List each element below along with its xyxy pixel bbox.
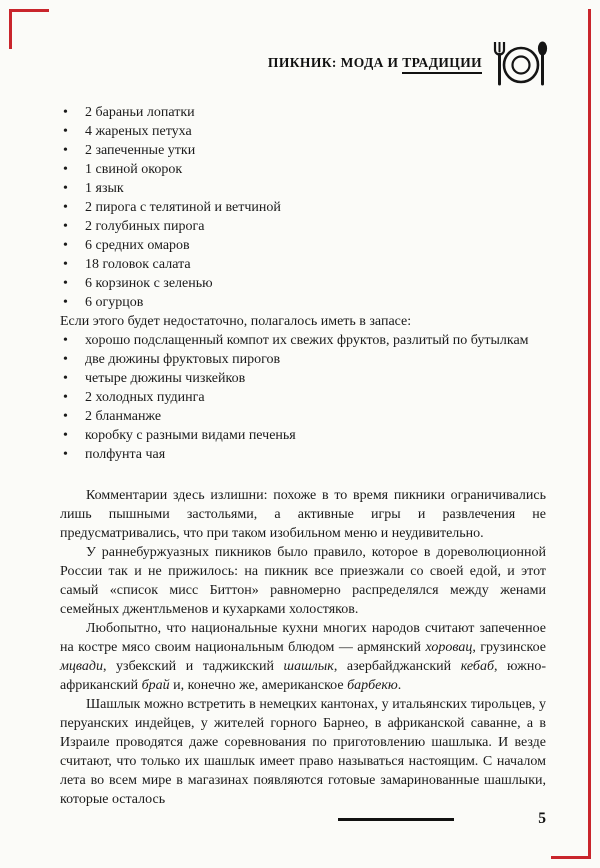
list-item: • 1 язык <box>60 179 546 198</box>
page-number: 5 <box>538 810 546 827</box>
list-item: • 2 запеченные утки <box>60 141 546 160</box>
paragraph: У раннебуржуазных пикников было правило, которое в дореволюционной России так и не прижилось: на пикник все приезжали со своей едой, и этот самый «список мисс Биттон» равномерно распределялся между женами семейных джентльменов и кухарками холостяков. <box>60 545 546 617</box>
list-item: • коробку с разными видами печенья <box>60 426 546 445</box>
list-item: • 2 голубиных пирога <box>60 217 546 236</box>
list-item: • две дюжины фруктовых пирогов <box>60 350 546 369</box>
chapter-title-underlined: ТРАДИЦИИ <box>402 55 482 74</box>
page-border-bottom-right <box>551 856 591 859</box>
list-item: • 18 головок салата <box>60 255 546 274</box>
page-header <box>268 40 550 86</box>
list-item: • 2 бланманже <box>60 407 546 426</box>
list-item: • 2 холодных пудинга <box>60 388 546 407</box>
list-item: • 4 жареных петуха <box>60 122 546 141</box>
chapter-title-text: ПИКНИК: МОДА И <box>267 55 403 70</box>
cutlery-icon <box>492 40 550 86</box>
chapter-title <box>268 55 482 71</box>
footer-rule <box>338 818 454 821</box>
list-item: • 2 пирога с телятиной и ветчиной <box>60 198 546 217</box>
page-border-right <box>588 9 591 859</box>
page-content <box>60 103 546 809</box>
page-border-top-left <box>9 9 49 49</box>
menu-list-main <box>60 103 546 312</box>
list-item: • 2 бараньи лопатки <box>60 103 546 122</box>
reserve-intro: Если этого будет недостаточно, полагалось иметь в запасе: <box>60 314 412 329</box>
list-item: • 6 огурцов <box>60 293 546 312</box>
body-paragraphs <box>60 486 546 809</box>
paragraph: Любопытно, что национальные кухни многих народов считают запеченное на костре мясо своим национальным блюдом — армянский хоровац, грузинское мцвади, узбекский и таджикский шашлык, азербайджанский кебаб, южно-африканский брай и, конечно же, американское барбекю. <box>60 621 547 693</box>
list-item: • полфунта чая <box>60 445 546 464</box>
list-item: • 6 средних омаров <box>60 236 546 255</box>
list-item: • четыре дюжины чизкейков <box>60 369 546 388</box>
list-item: • хорошо подслащенный компот их свежих фруктов, разлитый по бутылкам <box>60 331 546 350</box>
list-item: • 6 корзинок с зеленью <box>60 274 546 293</box>
paragraph: Комментарии здесь излишни: похоже в то время пикники ограничивались лишь пышными застольями, а активные игры и развлечения не предусматривались, что при таком изобильном меню и неудивительно. <box>60 488 546 541</box>
list-item: • 1 свиной окорок <box>60 160 546 179</box>
page-footer <box>338 810 546 828</box>
menu-list-reserve <box>60 331 546 464</box>
paragraph: Шашлык можно встретить в немецких кантонах, у итальянских тирольцев, у перуанских индейцев, у жителей горного Барнео, в африканской саванне, а в Израиле проводятся даже соревнования по приготовлению шашлыка. И везде считают, что только их шашлык имеет право называться настоящим. С началом лета во всем мире в магазинах появляются готовые замаринованные шашлыки, которые осталось <box>60 697 546 807</box>
